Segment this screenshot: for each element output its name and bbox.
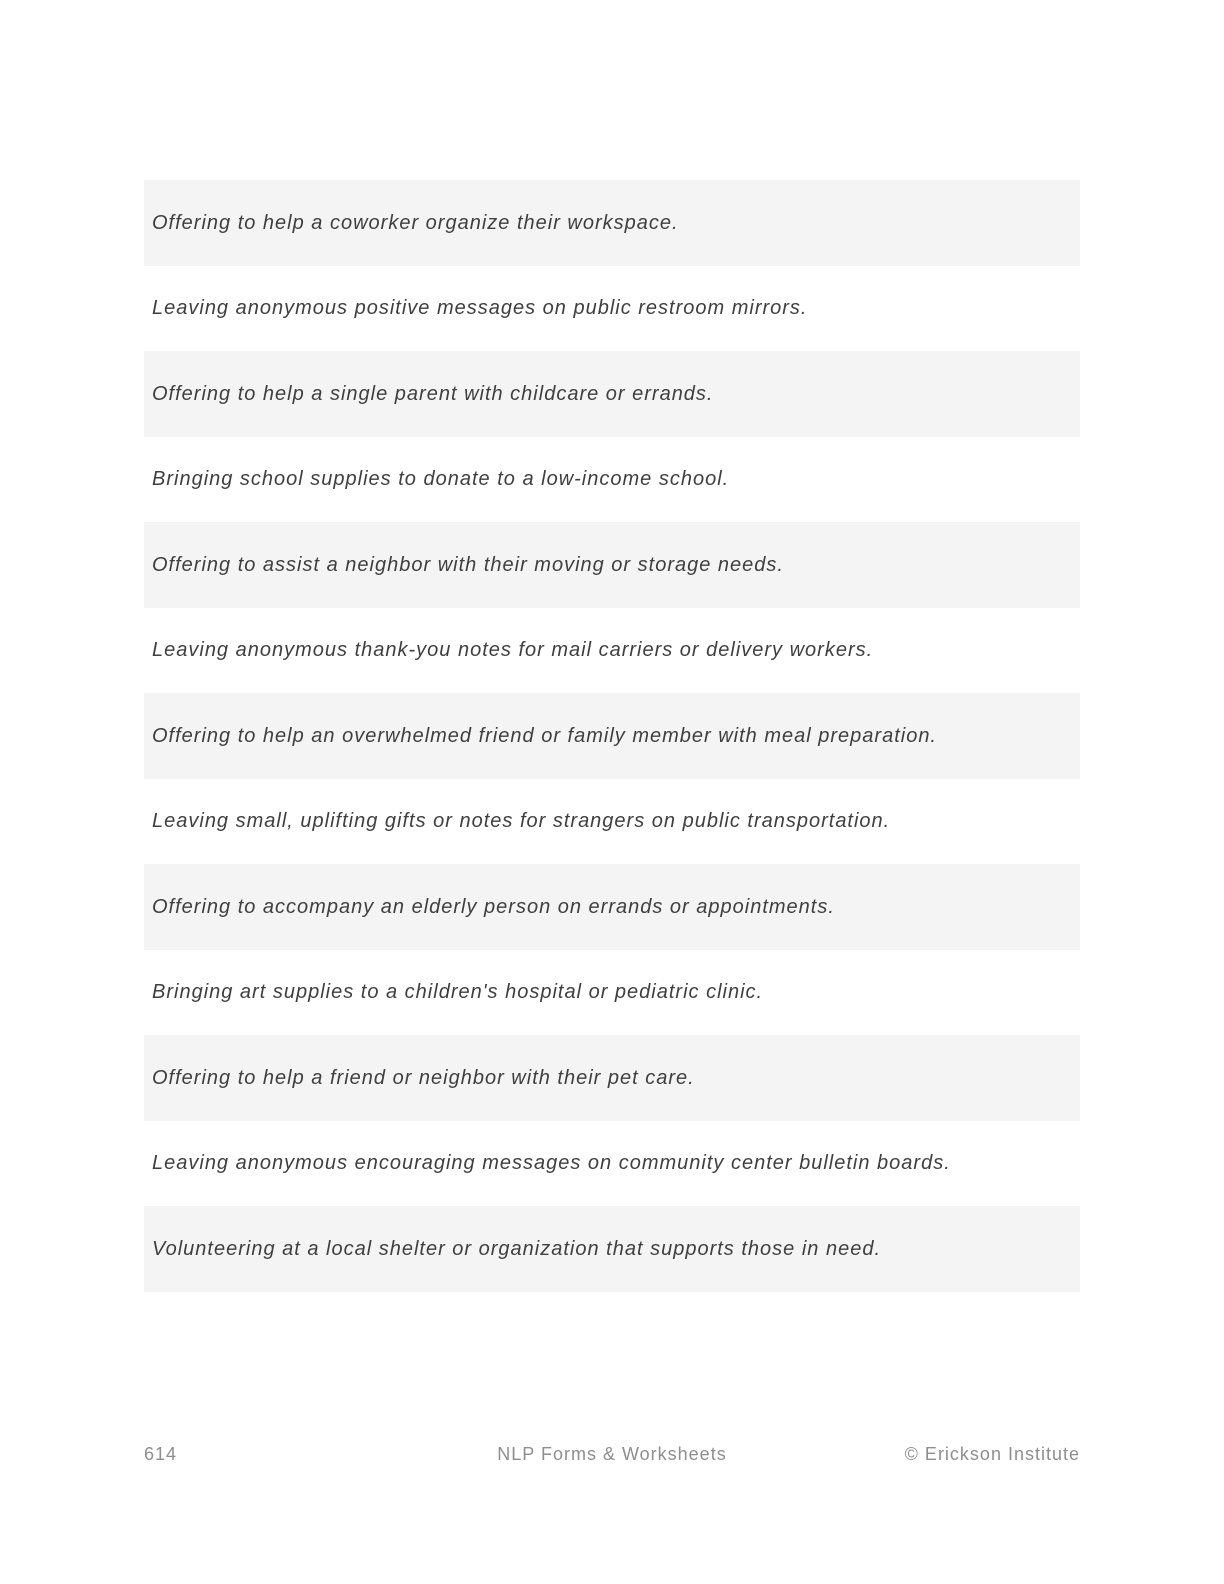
list-item-text: Offering to help a friend or neighbor with their pet care. [152, 1066, 695, 1089]
list-item-text: Bringing art supplies to a children's hospital or pediatric clinic. [152, 981, 764, 1004]
list-item [144, 1035, 1080, 1121]
list-item-text: Offering to assist a neighbor with their moving or storage needs. [152, 553, 784, 576]
list-item [144, 1206, 1080, 1292]
list-item-text: Offering to help an overwhelmed friend or family member with meal preparation. [152, 724, 937, 747]
page-footer [144, 1444, 1080, 1465]
list-item [144, 693, 1080, 779]
list-item-text: Offering to accompany an elderly person on errands or appointments. [152, 895, 835, 918]
list-item [144, 437, 1080, 523]
list-item [144, 864, 1080, 950]
list-item-text: Leaving anonymous encouraging messages on community center bulletin boards. [152, 1152, 951, 1175]
list-item-text: Volunteering at a local shelter or organization that supports those in need. [152, 1237, 882, 1260]
list-item-text: Bringing school supplies to donate to a low-income school. [152, 468, 730, 491]
list-item-text: Offering to help a single parent with childcare or errands. [152, 382, 714, 405]
footer-book-title: NLP Forms & Worksheets [497, 1444, 727, 1464]
list-item [144, 1121, 1080, 1207]
list-item [144, 351, 1080, 437]
list-item [144, 779, 1080, 865]
list-item-text: Leaving small, uplifting gifts or notes for strangers on public transportation. [152, 810, 891, 833]
footer-copyright: © Erickson Institute [904, 1444, 1080, 1464]
list-item-text: Leaving anonymous positive messages on public restroom mirrors. [152, 297, 808, 320]
list-item-text: Offering to help a coworker organize their workspace. [152, 211, 679, 234]
page-number: 614 [144, 1444, 178, 1464]
list-item [144, 266, 1080, 352]
list-item [144, 522, 1080, 608]
list-item-text: Leaving anonymous thank-you notes for mail carriers or delivery workers. [152, 639, 874, 662]
list-item [144, 608, 1080, 694]
kindness-ideas-list [144, 180, 1080, 1292]
list-item [144, 180, 1080, 266]
list-item [144, 950, 1080, 1036]
